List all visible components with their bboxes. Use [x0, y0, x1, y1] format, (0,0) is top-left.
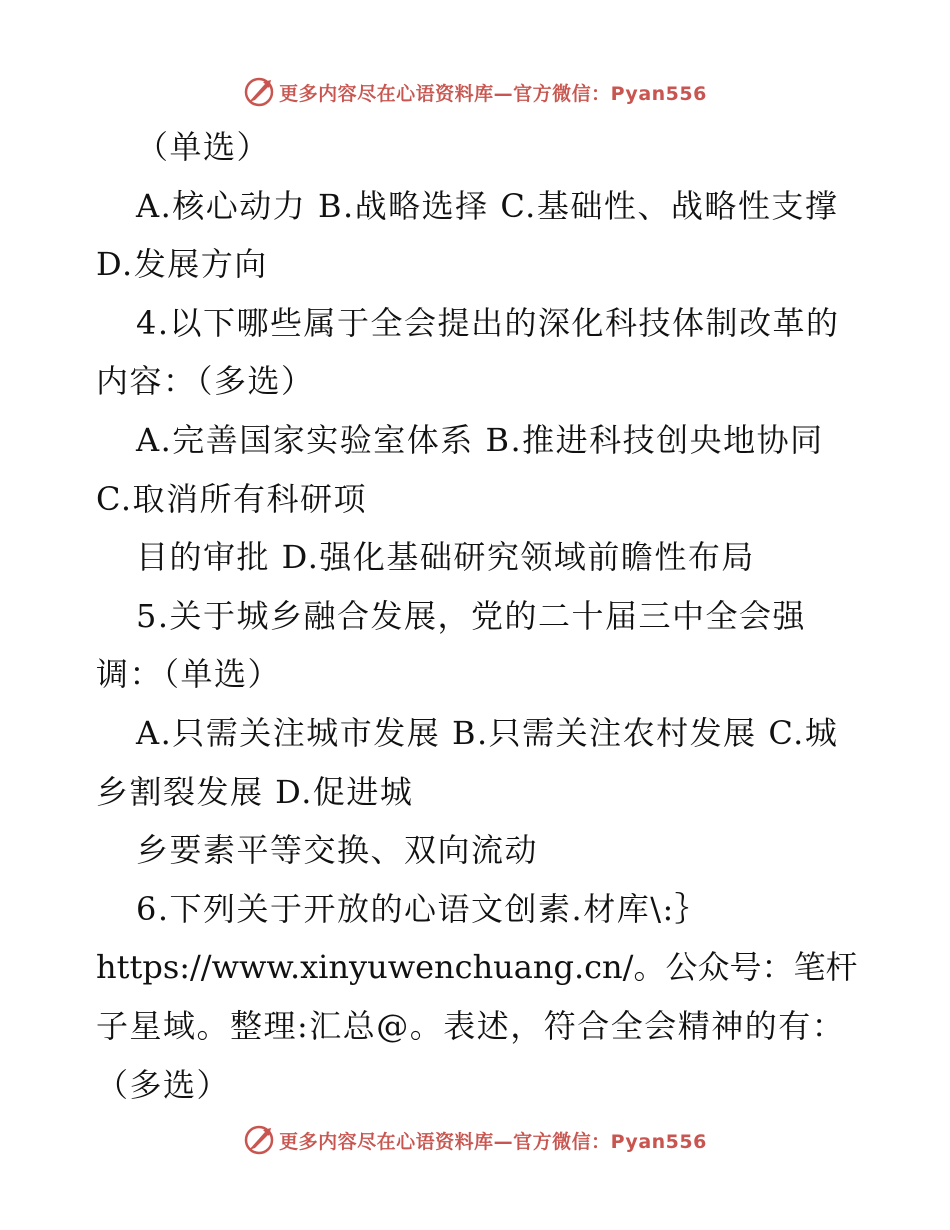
text-line: 调：（单选）	[96, 655, 282, 694]
text-line: 子星域。整理:汇总@。表述，符合全会精神的有：	[96, 1006, 846, 1045]
text-line: D.发展方向	[96, 245, 268, 284]
header-watermark-banner	[0, 72, 950, 112]
text-line: C.取消所有科研项	[96, 479, 368, 518]
text-line: （单选）	[136, 128, 271, 166]
text-line: 乡割裂发展 D.促进城	[96, 772, 414, 811]
footer-watermark-banner	[0, 1120, 950, 1160]
document-body	[96, 118, 866, 1114]
text-line: 内容：（多选）	[96, 362, 315, 401]
text-line: A.只需关注城市发展 B.只需关注农村发展 C.城	[136, 713, 839, 752]
text-line: 目的审批 D.强化基础研究领域前瞻性布局	[136, 538, 755, 577]
text-line: A.核心动力 B.战略选择 C.基础性、战略性支撑	[136, 186, 839, 225]
text-line: 5.关于城乡融合发展，党的二十届三中全会强	[136, 596, 807, 635]
watermark-text: 更多内容尽在心语资料库—官方微信：Pyan556	[279, 1130, 707, 1153]
text-line: 6.下列关于开放的心语文创素.材库\:｝	[136, 889, 709, 928]
text-line: （多选）	[96, 1065, 231, 1104]
watermark-text: 更多内容尽在心语资料库—官方微信：Pyan556	[279, 82, 707, 105]
quill-pen-seal-icon	[243, 76, 275, 108]
text-line: A.完善国家实验室体系 B.推进科技创央地协同	[136, 420, 824, 459]
text-line: 4.以下哪些属于全会提出的深化科技体制改革的	[136, 303, 840, 342]
text-line-url: https://www.xinyuwenchuang.cn/。公众号：笔杆	[96, 948, 858, 987]
quill-pen-seal-icon	[243, 1124, 275, 1156]
text-line: 乡要素平等交换、双向流动	[136, 831, 539, 870]
